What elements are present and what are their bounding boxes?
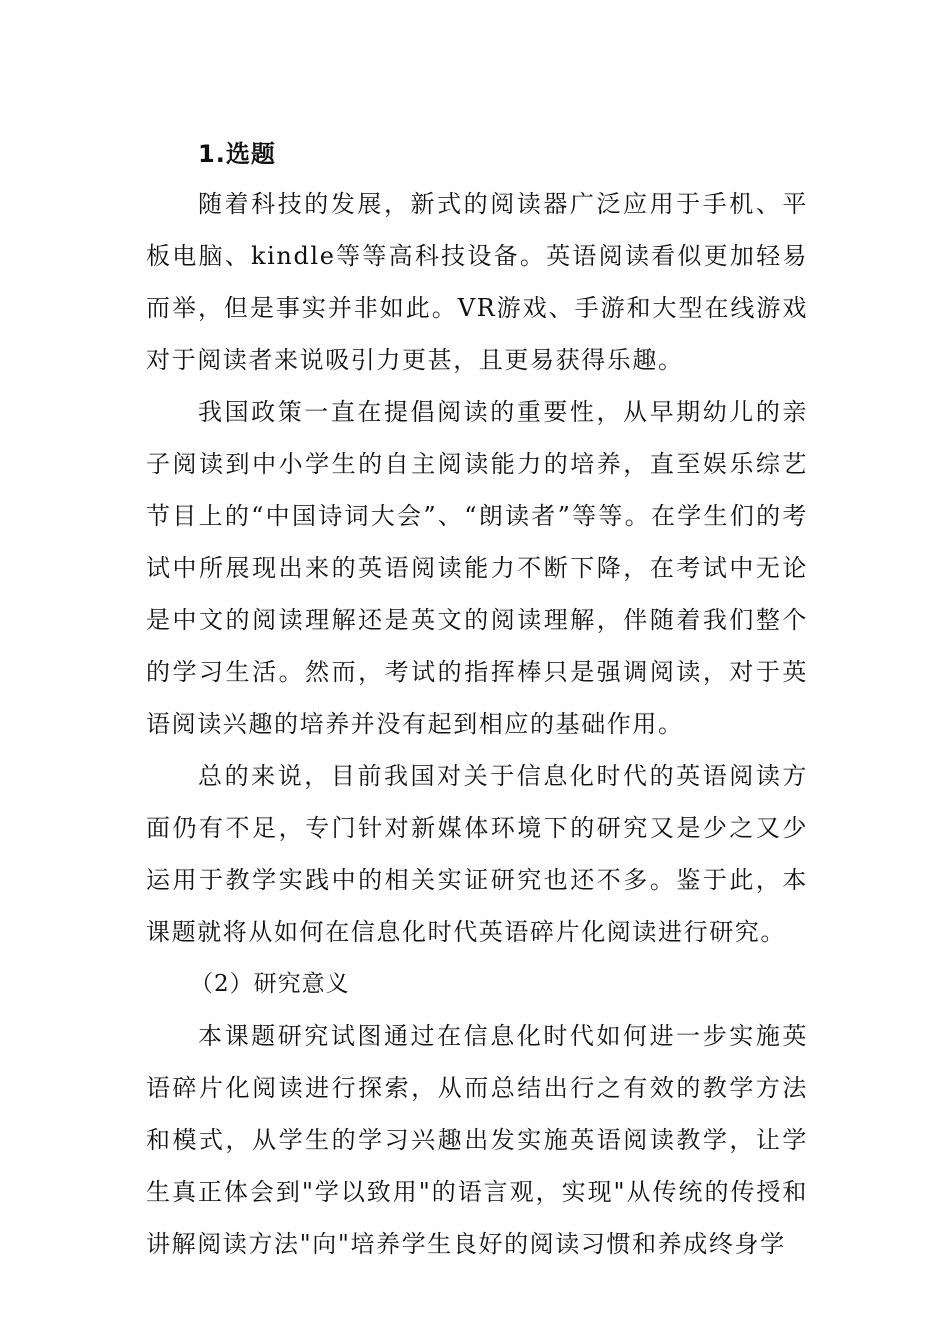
paragraph-4: 本课题研究试图通过在信息化时代如何进一步实施英语碎片化阅读进行探索，从而总结出行之有效的教学方法和模式，从学生的学习兴趣出发实施英语阅读教学，让学生真正体会到"学以致用"的语言观，实现"从传统的传授和讲解阅读方法"向"培养学生良好的阅读习惯和养成终身学: [146, 1022, 808, 1258]
section-heading: 1.选题: [198, 140, 276, 168]
paragraph-2: 我国政策一直在提倡阅读的重要性，从早期幼儿的亲子阅读到中小学生的自主阅读能力的培养，直至娱乐综艺节目上的“中国诗词大会”、“朗读者”等等。在学生们的考试中所展现出来的英语阅读能力不断下降，在考试中无论是中文的阅读理解还是英文的阅读理解，伴随着我们整个的学习生活。然而，考试的指挥棒只是强调阅读，对于英语阅读兴趣的培养并没有起到相应的基础作用。: [146, 398, 808, 738]
subsection-heading: （2）研究意义: [190, 971, 350, 997]
document-body: [146, 130, 808, 1270]
paragraph-3: 总的来说，目前我国对关于信息化时代的英语阅读方面仍有不足，专门针对新媒体环境下的研究又是少之又少运用于教学实践中的相关实证研究也还不多。鉴于此，本课题就将从如何在信息化时代英语碎片化阅读进行研究。: [146, 762, 808, 946]
paragraph-1: 随着科技的发展，新式的阅读器广泛应用于手机、平板电脑、kindle等等高科技设备。英语阅读看似更加轻易而举，但是事实并非如此。VR游戏、手游和大型在线游戏对于阅读者来说吸引力更甚，且更易获得乐趣。: [146, 190, 808, 374]
